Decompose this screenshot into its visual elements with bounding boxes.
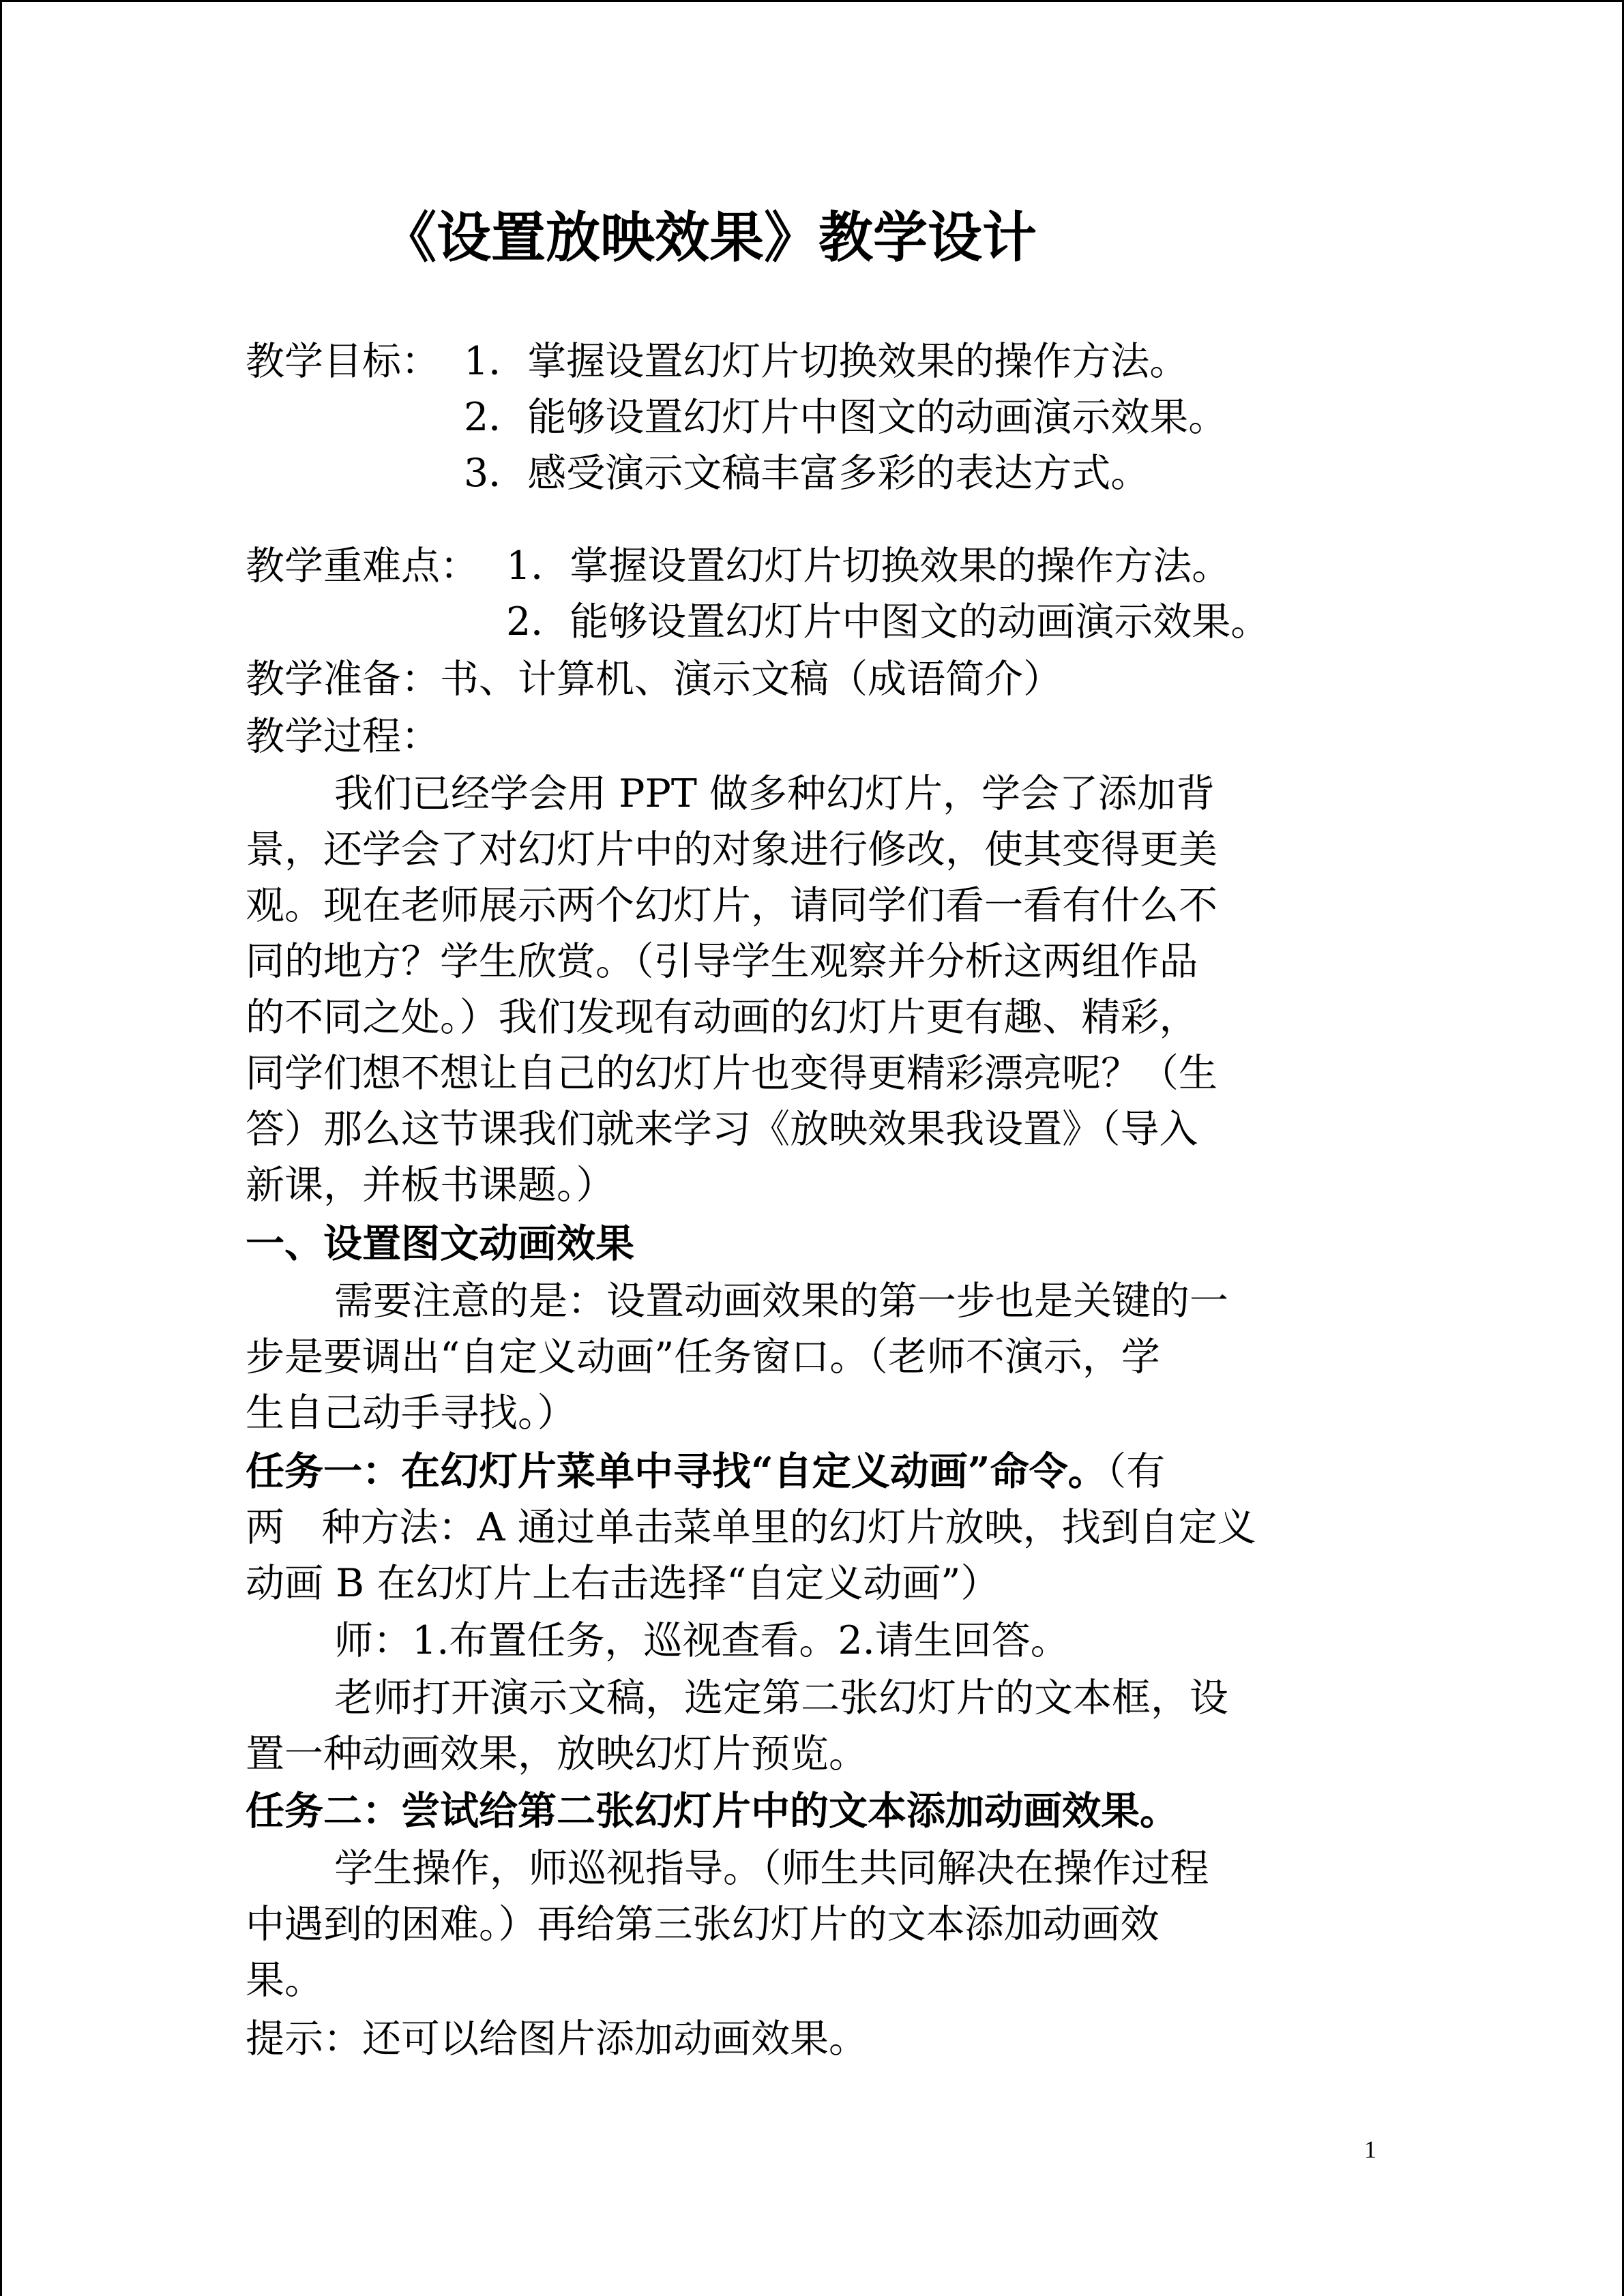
intro-line: 同学们想不想让自己的幻灯片也变得更精彩漂亮呢？（生 [246, 1051, 1217, 1096]
objective-item: 2．能够设置幻灯片中图文的动画演示效果。 [464, 395, 1228, 440]
section1-line: 生自己动手寻找。） [246, 1390, 576, 1435]
task1-heading: 任务一：在幻灯片菜单中寻找“自定义动画”命令。 [246, 1448, 1107, 1494]
key-points-label: 教学重难点： [246, 543, 479, 588]
page-border-top [0, 0, 1624, 2]
task2-line: 中遇到的困难。）再给第三张幻灯片的文本添加动画效 [246, 1902, 1160, 1947]
task1-line: 两 种方法：A 通过单击菜单里的幻灯片放映，找到自定义 [246, 1505, 1256, 1550]
intro-line: 答）那么这节课我们就来学习《放映效果我设置》（导入 [246, 1107, 1198, 1152]
intro-line: 景，还学会了对幻灯片中的对象进行修改，使其变得更美 [246, 827, 1217, 872]
intro-line: 观。现在老师展示两个幻灯片，请同学们看一看有什么不 [246, 883, 1217, 928]
section1-line: 需要注意的是：设置动画效果的第一步也是关键的一 [334, 1279, 1228, 1324]
task1-line: 动画 B 在幻灯片上右击选择“自定义动画”） [246, 1561, 1000, 1606]
teacher-line: 师：1.布置任务，巡视查看。2.请生回答。 [334, 1618, 1069, 1663]
teacher-line: 老师打开演示文稿，选定第二张幻灯片的文本框，设 [334, 1675, 1228, 1720]
page-number: 1 [1364, 2136, 1376, 2163]
intro-line: 新课，并板书课题。） [246, 1163, 615, 1208]
document-title: 《设置放映效果》教学设计 [382, 205, 1037, 269]
section1-line: 步是要调出“自定义动画”任务窗口。（老师不演示，学 [246, 1335, 1160, 1380]
section-heading: 一、设置图文动画效果 [246, 1221, 634, 1266]
teacher-line: 置一种动画效果，放映幻灯片预览。 [246, 1731, 868, 1776]
key-point-item: 1．掌握设置幻灯片切换效果的操作方法。 [506, 543, 1231, 588]
page-border-left [0, 0, 2, 2296]
process-label: 教学过程： [246, 714, 440, 759]
task1-heading-rest: （有 [1106, 1449, 1166, 1494]
objective-item: 3．感受演示文稿丰富多彩的表达方式。 [464, 451, 1150, 496]
task2-line: 学生操作，师巡视指导。（师生共同解决在操作过程 [334, 1846, 1209, 1891]
task2-heading: 任务二：尝试给第二张幻灯片中的文本添加动画效果。 [246, 1788, 1179, 1834]
task1-heading-line [246, 1444, 1165, 1499]
intro-line: 我们已经学会用 PPT 做多种幻灯片，学会了添加背 [334, 771, 1215, 816]
preparation-line: 教学准备：书、计算机、演示文稿（成语简介） [246, 657, 1062, 702]
intro-line: 的不同之处。）我们发现有动画的幻灯片更有趣、精彩， [246, 995, 1198, 1040]
key-point-item: 2．能够设置幻灯片中图文的动画演示效果。 [506, 599, 1270, 644]
task2-line: 果。 [246, 1958, 323, 2003]
intro-line: 同的地方？学生欣赏。（引导学生观察并分析这两组作品 [246, 939, 1198, 984]
hint-line: 提示：还可以给图片添加动画效果。 [246, 2016, 868, 2061]
objectives-label: 教学目标： [246, 339, 440, 384]
objective-item: 1．掌握设置幻灯片切换效果的操作方法。 [464, 339, 1189, 384]
